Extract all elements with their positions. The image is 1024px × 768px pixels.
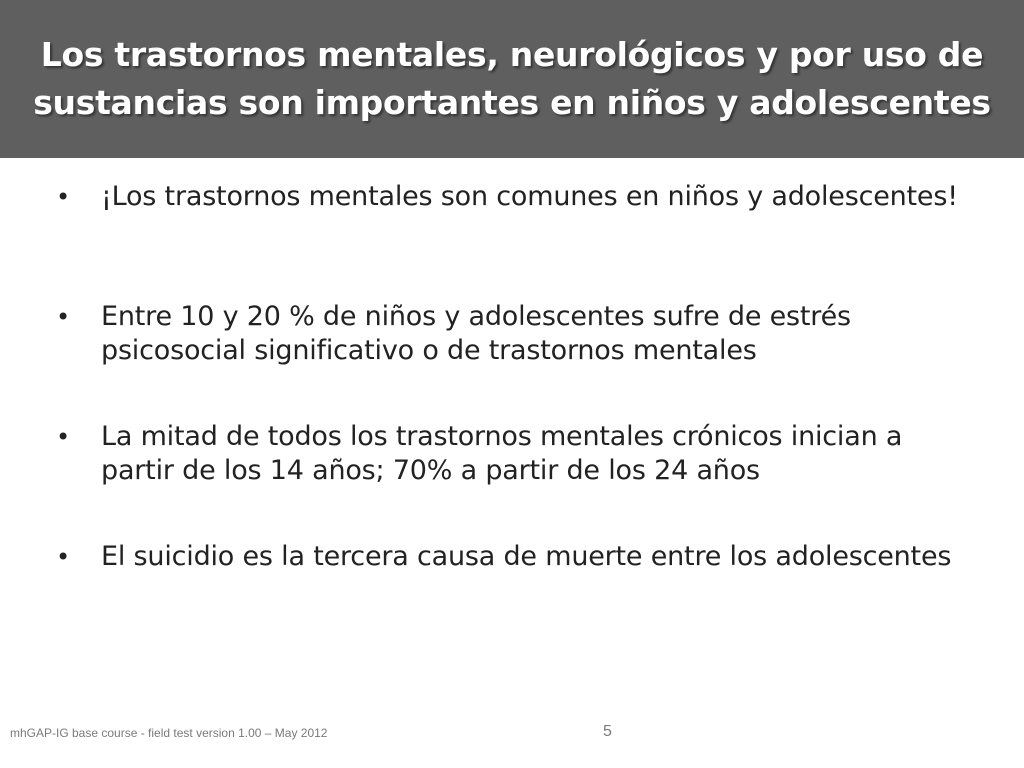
bullet-item (56, 420, 976, 540)
bullet-icon: • (56, 303, 70, 331)
bullet-text: El suicidio es la tercera causa de muerte entre los adolescentes (101, 541, 952, 572)
footer-text: mhGAP-IG base course - field test version 1.00 – May 2012 (10, 726, 328, 740)
title-bar (0, 0, 1024, 158)
bullet-item (56, 300, 976, 420)
bullet-item (56, 540, 976, 660)
bullet-icon: • (56, 183, 70, 211)
bullet-text: Entre 10 y 20 % de niños y adolescentes sufre de estrés psicosocial significativo o de trastornos mentales (101, 301, 851, 366)
bullet-item (56, 180, 976, 300)
bullet-text: ¡Los trastornos mentales son comunes en niños y adolescentes! (101, 181, 958, 212)
page-number: 5 (603, 723, 612, 740)
bullet-text: La mitad de todos los trastornos mentales crónicos inician a partir de los 14 años; 70% a partir de los 24 años (101, 421, 903, 486)
slide-title: Los trastornos mentales, neurológicos y por uso de sustancias son importantes en niños y adolescentes (33, 35, 991, 122)
bullet-icon: • (56, 543, 70, 571)
bullet-icon: • (56, 423, 70, 451)
bullet-list (56, 180, 976, 660)
